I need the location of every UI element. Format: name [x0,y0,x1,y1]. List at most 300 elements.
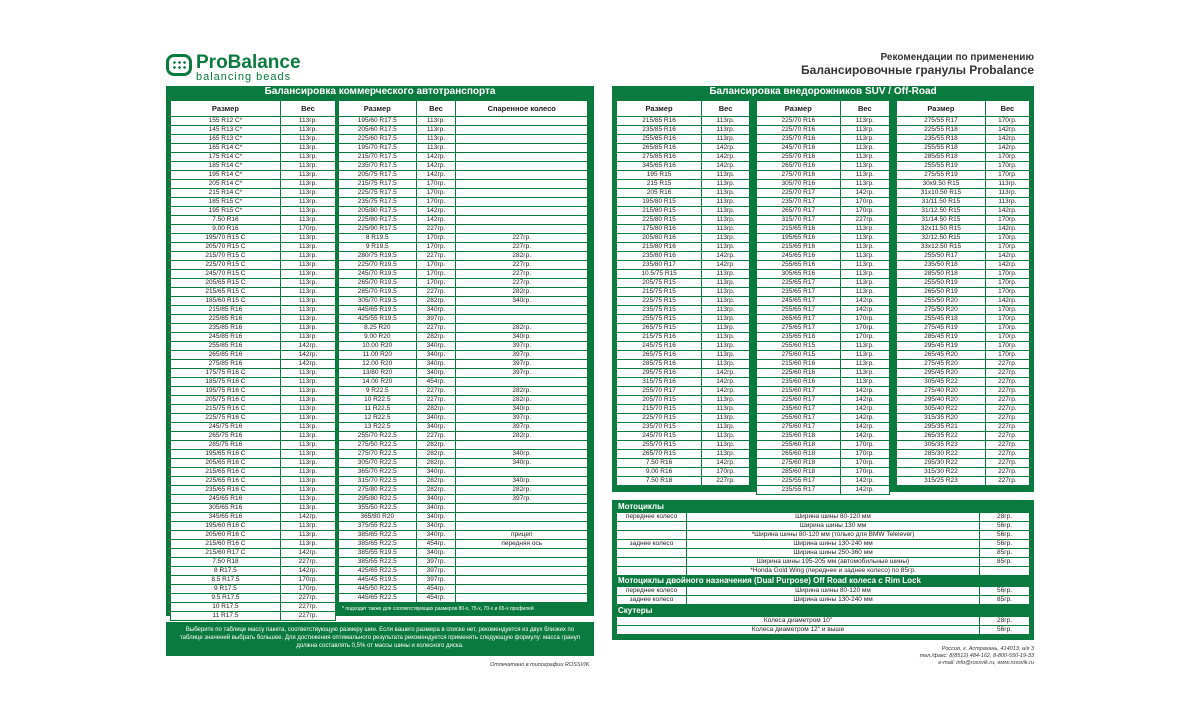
table-row [171,279,336,288]
table-cell [456,180,588,189]
table-cell [456,126,588,135]
table-row [897,423,1030,432]
table-row [897,306,1030,315]
table-row [171,585,336,594]
logo-icon [166,54,192,76]
table-cell: 170гр. [416,180,456,189]
table-cell: 170гр. [840,333,889,342]
table-row [617,396,750,405]
table-cell: 265/75 R16 [617,351,702,360]
table-cell: 235/75 R15 [617,306,702,315]
table-row [171,315,336,324]
table-cell: 305/45 R22 [897,378,986,387]
table-cell: 113гр. [280,162,335,171]
table-cell: 227гр. [456,261,588,270]
logo-name: ProBalance [196,52,301,73]
table-row [339,414,588,423]
table-cell: 295/45 R19 [897,342,986,351]
table-cell: 397гр. [456,351,588,360]
table-cell: 365/70 R22.5 [339,468,417,477]
table-row [897,351,1030,360]
table-row [171,117,336,126]
table-row [617,243,750,252]
table-row [617,306,750,315]
commercial-panel [166,86,594,619]
table-cell: *Honda Gold Wing (переднее и заднее колесо) по 85гр. [687,567,980,576]
table-cell: 295/75 R16 [617,369,702,378]
table-cell: 113гр. [702,405,750,414]
table-cell: 275/60 R18 [757,459,841,468]
table-row [617,270,750,279]
table-cell: 113гр. [280,441,335,450]
table-row [757,396,890,405]
table-row [171,522,336,531]
table-row [339,207,588,216]
table-cell: 113гр. [840,261,889,270]
commercial-footnote: * подходит также для соответствующих размеров 80-х, 75-х, 70-х и 65-х профилей [342,606,534,612]
table-cell: 235/65 R18 [757,333,841,342]
table-cell: 170гр. [416,198,456,207]
table-cell: 113гр. [702,297,750,306]
table-row [339,360,588,369]
table-cell: 170гр. [416,279,456,288]
table-row [339,306,588,315]
table-row [617,153,750,162]
table-row [617,414,750,423]
suv-title: Балансировка внедорожников SUV / Off-Road [709,86,937,97]
table-cell [456,585,588,594]
table-row [617,459,750,468]
table-cell: 113гр. [280,414,335,423]
table-cell: 227гр. [985,369,1029,378]
table-cell: 113гр. [280,396,335,405]
table-cell: 375/55 R22.5 [339,522,417,531]
table-row [171,459,336,468]
table-row [897,180,1030,189]
table-cell: 275/70 R16 [757,171,841,180]
table-row [171,450,336,459]
table-row [897,117,1030,126]
table-cell: 282гр. [416,405,456,414]
table-row [171,387,336,396]
table-cell: 13 R22.5 [339,423,417,432]
table-cell: 33x12.50 R15 [897,243,986,252]
table-cell: 265/85 R16 [171,351,281,360]
table-row [897,477,1030,486]
table-cell: 397гр. [456,369,588,378]
table-cell: 397гр. [416,576,456,585]
table-row [617,189,750,198]
table-row [171,423,336,432]
table-cell: 227гр. [985,387,1029,396]
table-cell: 170гр. [985,342,1029,351]
table-cell: 142гр. [702,387,750,396]
table-cell: 454гр. [416,378,456,387]
contacts [920,646,1034,667]
table-row [171,369,336,378]
table-cell: 10.00 R20 [339,342,417,351]
table-cell: 8.25 R20 [339,324,417,333]
table-row [757,279,890,288]
table-cell: 305/65 R16 [171,504,281,513]
table-cell: 9.00 R16 [171,225,281,234]
table-cell: 340гр. [416,531,456,540]
table-cell: 113гр. [702,234,750,243]
table-cell: 113гр. [840,234,889,243]
table-row [171,351,336,360]
table-cell: 142гр. [985,126,1029,135]
table-row [171,252,336,261]
table-cell: 340гр. [416,306,456,315]
table-row [171,567,336,576]
table-row [339,351,588,360]
scooter-table [616,616,1030,635]
table-row [617,617,1030,626]
table-cell: 113гр. [702,288,750,297]
table-cell: 142гр. [840,396,889,405]
table-row [339,396,588,405]
table-cell: 113гр. [702,450,750,459]
table-cell: 113гр. [416,117,456,126]
table-cell: 170гр. [840,459,889,468]
table-cell: 340гр. [416,513,456,522]
table-cell: 255/60 R17 [757,414,841,423]
table-cell: 142гр. [416,216,456,225]
table-cell: 113гр. [702,270,750,279]
table-cell: 227гр. [985,459,1029,468]
table-cell: Ширина шины 130-240 мм [687,540,980,549]
table-row [339,342,588,351]
table-row [757,450,890,459]
table-cell: 170гр. [416,270,456,279]
table-cell: 113гр. [840,252,889,261]
table-cell: 113гр. [280,405,335,414]
table-cell: 142гр. [840,477,889,486]
table-cell: 113гр. [840,351,889,360]
table-cell: 275/55 R17 [897,117,986,126]
table-cell: 9.5 R17.5 [171,594,281,603]
table-cell: 235/60 R17 [757,405,841,414]
table-cell [456,594,588,603]
table-cell: 235/60 R18 [757,432,841,441]
table-cell: 9 R19.5 [339,243,417,252]
table-row [339,423,588,432]
logo [166,52,326,84]
table-row [617,387,750,396]
table-row [339,549,588,558]
table-cell: 142гр. [280,342,335,351]
moto-panel [612,500,1034,640]
table-cell: 113гр. [702,324,750,333]
table-cell: 215/75 R17.5 [339,180,417,189]
table-cell: 215 R15 [617,180,702,189]
table-row [757,486,890,495]
table-cell: 113гр. [280,423,335,432]
table-cell: 340гр. [416,423,456,432]
table-row [897,342,1030,351]
table-row [897,297,1030,306]
table-cell: 175/80 R16 [617,225,702,234]
table-cell: 295/80 R22.5 [339,495,417,504]
table-cell: 142гр. [702,459,750,468]
table-cell: 9 R22.5 [339,387,417,396]
table-cell: 8 R19.5 [339,234,417,243]
table-row [897,468,1030,477]
table-cell: 113гр. [702,198,750,207]
table-cell: 255/70 R17 [617,387,702,396]
table-cell: 142гр. [416,153,456,162]
table-cell: 113гр. [280,171,335,180]
table-cell: 195/80 R15 [617,198,702,207]
table-cell [456,144,588,153]
table-cell: переднее колесо [617,587,687,596]
table-cell [456,315,588,324]
table-cell: 205/65 R16 C [171,459,281,468]
table-row [617,207,750,216]
table-row [339,504,588,513]
suv-table-1 [616,100,750,486]
table-row [897,378,1030,387]
table-row [757,117,890,126]
table-row [617,531,1030,540]
table-row [757,171,890,180]
table-row [897,405,1030,414]
table-cell: 142гр. [416,207,456,216]
table-cell: 170гр. [985,117,1029,126]
table-cell: 113гр. [280,468,335,477]
table-cell: 113гр. [702,396,750,405]
table-cell: 215/85 R16 [171,306,281,315]
table-row [897,135,1030,144]
table-cell: 285/30 R22 [897,450,986,459]
table-row [757,342,890,351]
table-cell: 113гр. [280,495,335,504]
table-row [171,549,336,558]
table-row [897,171,1030,180]
table-cell [617,558,687,567]
table-row [617,315,750,324]
table-cell: 245/70 R15 C [171,270,281,279]
table-cell: 113гр. [280,540,335,549]
table-cell: 235/55 R18 [897,135,986,144]
table-cell: 170гр. [416,189,456,198]
table-cell: 454гр. [416,594,456,603]
table-cell: 285/60 R18 [757,468,841,477]
table-cell: 235/70 R16 [757,135,841,144]
table-cell: 245/70 R16 [757,144,841,153]
table-cell [980,567,1030,576]
table-cell: 113гр. [280,333,335,342]
table-cell: 142гр. [280,549,335,558]
table-cell: 340гр. [416,414,456,423]
table-row [617,288,750,297]
table-row [339,441,588,450]
table-cell: 142гр. [840,423,889,432]
table-cell: 235/55 R17 [757,486,841,495]
table-cell: 340гр. [416,351,456,360]
table-cell: 454гр. [416,585,456,594]
table-row [757,324,890,333]
table-cell: 227гр. [416,225,456,234]
table-row [897,189,1030,198]
table-cell: 215/65 R16 C [171,468,281,477]
table-cell: 142гр. [416,162,456,171]
table-cell: 265/65 R17 [757,315,841,324]
table-cell: 142гр. [702,369,750,378]
table-cell: 11 R22.5 [339,405,417,414]
table-cell: 113гр. [280,432,335,441]
table-cell: 235/75 R17.5 [339,198,417,207]
table-cell: 282гр. [416,333,456,342]
table-cell: 113гр. [702,117,750,126]
table-row [897,252,1030,261]
table-cell: 275/85 R16 [171,360,281,369]
table-row [617,549,1030,558]
table-cell [456,189,588,198]
table-cell: 315/70 R22.5 [339,477,417,486]
table-cell: 215/70 R15 C [171,252,281,261]
table-cell: 265/70 R19.5 [339,279,417,288]
table-row [897,360,1030,369]
table-cell [456,135,588,144]
table-cell: заднее колесо [617,596,687,605]
table-row [897,243,1030,252]
table-row [757,198,890,207]
table-cell: 245/85 R16 [171,333,281,342]
table-row [171,342,336,351]
table-cell: 275/50 R22.5 [339,441,417,450]
table-row [339,468,588,477]
table-cell: 245/65 R16 [757,252,841,261]
table-cell: 235/70 R17 [757,198,841,207]
table-cell: 282гр. [416,459,456,468]
table-row [339,288,588,297]
table-cell: 32x11.50 R15 [897,225,986,234]
table-row [171,576,336,585]
table-cell: 225/70 R17 [757,189,841,198]
table-row [757,378,890,387]
table-row [897,396,1030,405]
instructions-text: Выберите по таблице массу пакета, соответствующую размеру шин. Если вашего размера в списке нет, рекомендуется из двух близких по таблице значений выбрать большее. Для достижения оптимального результата рекомендуется применять следующую формулу: масса гранул должна составлять 0,5% от массы шины и колесного диска. [179,627,581,649]
moto-title: Мотоциклы [618,502,664,511]
table-cell: 235/70 R17.5 [339,162,417,171]
table-row [617,333,750,342]
table-cell: 113гр. [702,360,750,369]
table-cell: 425/65 R22.5 [339,567,417,576]
table-cell: 142гр. [840,387,889,396]
table-cell: 255/85 R16 [617,135,702,144]
table-cell: 340гр. [456,297,588,306]
table-cell: 7.50 R16 [617,459,702,468]
table-cell: 305/70 R19.5 [339,297,417,306]
table-cell: 385/65 R22.5 [339,540,417,549]
header-line1: Рекомендации по применению [880,52,1034,63]
table-cell: 56гр. [980,522,1030,531]
table-cell: 227гр. [416,396,456,405]
table-row [897,459,1030,468]
table-cell: 28гр. [980,513,1030,522]
table-cell: 265/70 R16 [757,162,841,171]
table-cell: 227гр. [985,432,1029,441]
table-cell: 142гр. [985,297,1029,306]
column-header: Размер [339,101,417,117]
table-row [339,432,588,441]
table-cell: 275/50 R20 [897,306,986,315]
table-row [171,261,336,270]
table-cell: 227гр. [985,468,1029,477]
table-cell: заднее колесо [617,540,687,549]
table-row [171,126,336,135]
suv-panel [612,86,1034,492]
column-header: Размер [757,101,841,117]
table-row [339,477,588,486]
table-cell: 227гр. [416,252,456,261]
table-cell: 275/70 R22.5 [339,450,417,459]
table-row [757,351,890,360]
table-row [339,171,588,180]
table-row [617,432,750,441]
table-cell: 285/55 R18 [897,153,986,162]
table-cell: 113гр. [280,450,335,459]
table-row [171,144,336,153]
table-cell: 185/60 R15 C [171,297,281,306]
table-row [897,441,1030,450]
table-cell: 142гр. [840,432,889,441]
table-cell: 7.50 R16 [171,216,281,225]
table-cell [617,549,687,558]
table-cell: 113гр. [280,270,335,279]
table-cell: 227гр. [985,396,1029,405]
page-header [801,52,1034,77]
table-row [757,432,890,441]
table-cell: 113гр. [280,180,335,189]
table-cell: 113гр. [280,153,335,162]
table-row [171,486,336,495]
table-row [339,333,588,342]
table-cell: 165 R13 C* [171,135,281,144]
printed-note: Отпечатано в типографии ROSSVIK [490,662,590,668]
table-row [617,117,750,126]
table-cell: 315/30 R22 [897,468,986,477]
table-cell: 282гр. [456,396,588,405]
table-cell: 315/75 R16 [617,378,702,387]
table-cell: 113гр. [840,270,889,279]
table-cell: 142гр. [985,207,1029,216]
table-cell: 170гр. [840,441,889,450]
table-cell: 205/80 R16 [617,234,702,243]
table-row [617,360,750,369]
table-cell [456,306,588,315]
table-row [339,315,588,324]
table-row [171,513,336,522]
table-row [171,468,336,477]
column-header: Вес [702,101,750,117]
contact-phone: тел./факс: 8(8512) 484-162, 8-800-550-19-33 [919,653,1034,659]
table-row [171,207,336,216]
table-cell: 113гр. [280,378,335,387]
table-cell: 113гр. [840,162,889,171]
table-cell: 113гр. [985,180,1029,189]
table-cell: 113гр. [280,288,335,297]
table-cell: 142гр. [840,189,889,198]
table-cell: 170гр. [985,216,1029,225]
table-cell: 142гр. [416,171,456,180]
table-cell: 170гр. [985,243,1029,252]
table-cell: 275/45 R19 [897,324,986,333]
table-cell: 282гр. [456,252,588,261]
table-row [617,225,750,234]
table-cell: 340гр. [416,549,456,558]
